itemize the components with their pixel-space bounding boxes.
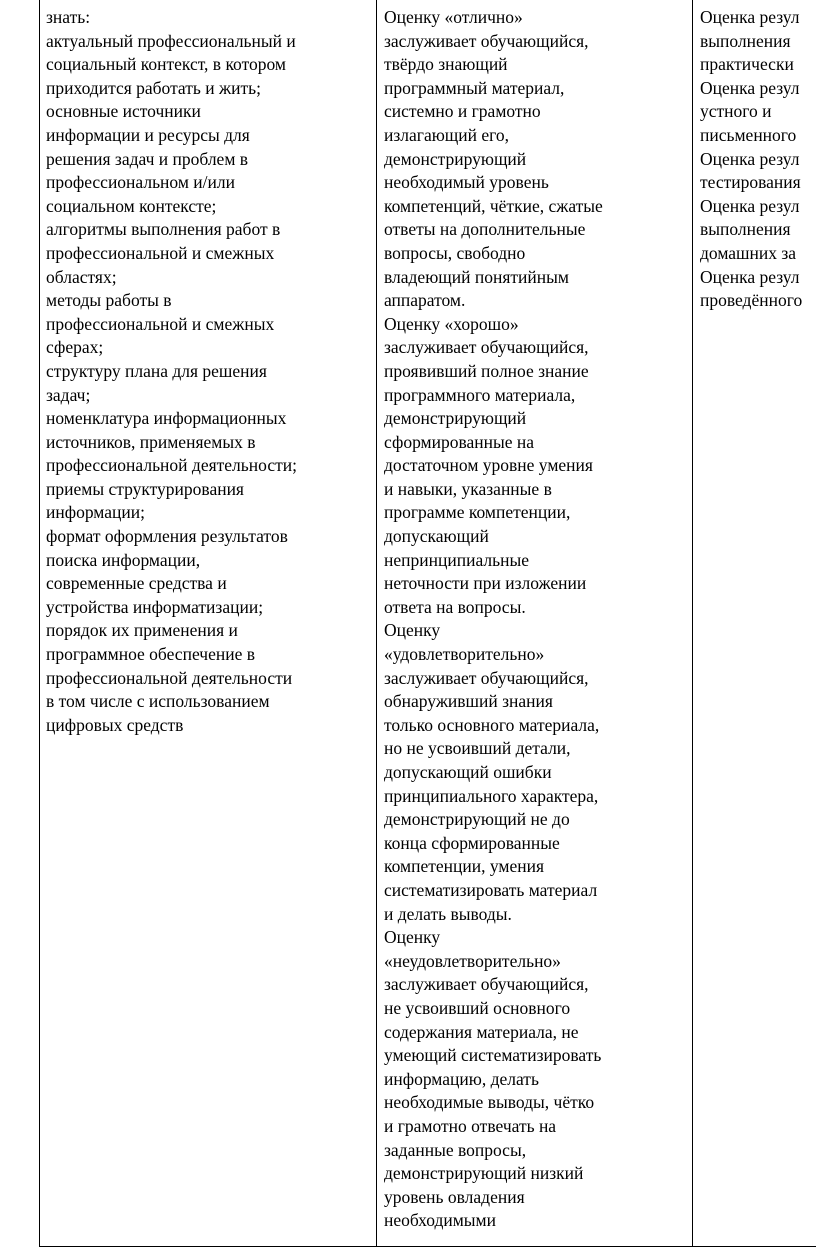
criteria-line: допускающий bbox=[384, 526, 489, 547]
criteria-line: но не усвоивший детали, bbox=[384, 738, 571, 759]
knowledge-line: методы работы в bbox=[46, 290, 172, 311]
table-border-bottom bbox=[39, 1246, 816, 1247]
criteria-line: и делать выводы. bbox=[384, 903, 512, 924]
knowledge-line: современные средства и bbox=[46, 573, 227, 594]
criteria-line: излагающий его, bbox=[384, 124, 510, 145]
criteria-line: необходимый уровень bbox=[384, 172, 549, 193]
criteria-line: систематизировать материал bbox=[384, 879, 598, 900]
criteria-line: допускающий ошибки bbox=[384, 762, 552, 782]
knowledge-line: формат оформления результатов bbox=[46, 526, 288, 547]
criteria-line: информацию, делать bbox=[384, 1068, 539, 1089]
knowledge-line: сферах; bbox=[46, 337, 104, 358]
criteria-line: сформированные на bbox=[384, 431, 535, 452]
knowledge-line: приемы структурирования bbox=[46, 478, 244, 499]
criteria-line: заслуживает обучающийся, bbox=[384, 30, 589, 51]
method-line: проведённого bbox=[700, 290, 803, 311]
method-line: Оценка резул bbox=[700, 7, 800, 27]
knowledge-line: программное обеспечение в bbox=[46, 644, 255, 665]
criteria-line: демонстрирующий bbox=[384, 408, 527, 429]
method-line: домашних за bbox=[700, 242, 797, 263]
method-line: устного и bbox=[700, 101, 772, 122]
method-line: Оценка резул bbox=[700, 266, 800, 287]
knowledge-line: профессиональной деятельности; bbox=[46, 455, 297, 476]
knowledge-line: профессиональной деятельности bbox=[46, 667, 293, 688]
criteria-line: вопросы, свободно bbox=[384, 242, 526, 263]
criteria-line: программного материала, bbox=[384, 384, 576, 405]
knowledge-line: цифровых средств bbox=[46, 714, 184, 735]
criteria-line: и грамотно отвечать на bbox=[384, 1115, 557, 1136]
knowledge-line: источников, применяемых в bbox=[46, 431, 256, 452]
criteria-line: компетенций, чёткие, сжатые bbox=[384, 195, 603, 216]
method-line: письменного bbox=[700, 124, 797, 145]
assessment-methods-cell bbox=[700, 6, 802, 313]
criteria-line: проявивший полное знание bbox=[384, 360, 589, 381]
criteria-line: достаточном уровне умения bbox=[384, 455, 593, 476]
knowledge-line: профессиональной и смежных bbox=[46, 242, 275, 263]
criteria-line: заданные вопросы, bbox=[384, 1139, 527, 1160]
criteria-line: неточности при изложении bbox=[384, 573, 587, 594]
criteria-line: системно и грамотно bbox=[384, 101, 541, 122]
grading-criteria-cell bbox=[384, 6, 603, 1233]
knowledge-line: знать: bbox=[46, 7, 91, 27]
knowledge-line: приходится работать и жить; bbox=[46, 77, 261, 98]
knowledge-line: устройства информатизации; bbox=[46, 596, 264, 617]
criteria-line: «неудовлетворительно» bbox=[384, 950, 561, 971]
criteria-line: содержания материала, не bbox=[384, 1021, 579, 1042]
method-line: Оценка резул bbox=[700, 77, 800, 98]
criteria-line: не усвоивший основного bbox=[384, 997, 571, 1018]
criteria-line: необходимыми bbox=[384, 1210, 496, 1231]
criteria-line: принципиального характера, bbox=[384, 785, 599, 806]
knowledge-line: областях; bbox=[46, 266, 117, 287]
knowledge-line: структуру плана для решения bbox=[46, 360, 267, 381]
knowledge-line: поиска информации, bbox=[46, 549, 201, 570]
table-border-left bbox=[39, 0, 40, 1247]
criteria-line: демонстрирующий bbox=[384, 148, 527, 169]
criteria-line: демонстрирующий низкий bbox=[384, 1163, 584, 1184]
criteria-line: демонстрирующий не до bbox=[384, 809, 570, 830]
criteria-line: заслуживает обучающийся, bbox=[384, 974, 589, 995]
knowledge-line: алгоритмы выполнения работ в bbox=[46, 219, 281, 240]
knowledge-line: порядок их применения и bbox=[46, 620, 238, 641]
knowledge-line: информации и ресурсы для bbox=[46, 124, 250, 145]
knowledge-line: профессиональной и смежных bbox=[46, 313, 275, 334]
criteria-line: программный материал, bbox=[384, 77, 565, 98]
knowledge-line: задач; bbox=[46, 384, 91, 405]
criteria-line: компетенции, умения bbox=[384, 856, 545, 877]
method-line: Оценка резул bbox=[700, 148, 800, 169]
knowledge-line: социальный контекст, в котором bbox=[46, 54, 286, 75]
knowledge-line: информации; bbox=[46, 502, 145, 523]
criteria-line: заслуживает обучающийся, bbox=[384, 667, 589, 688]
criteria-line: непринципиальные bbox=[384, 549, 529, 570]
criteria-line: владеющий понятийным bbox=[384, 266, 569, 287]
column-divider-2 bbox=[692, 0, 693, 1247]
method-line: выполнения bbox=[700, 30, 791, 51]
knowledge-line: номенклатура информационных bbox=[46, 408, 287, 429]
method-line: Оценка резул bbox=[700, 195, 800, 216]
method-line: практически bbox=[700, 54, 794, 75]
criteria-line: уровень овладения bbox=[384, 1186, 525, 1207]
knowledge-line: профессиональном и/или bbox=[46, 172, 235, 193]
criteria-line: ответы на дополнительные bbox=[384, 219, 586, 240]
knowledge-cell bbox=[46, 6, 297, 737]
criteria-line: программе компетенции, bbox=[384, 502, 571, 523]
criteria-line: «удовлетворительно» bbox=[384, 644, 545, 665]
criteria-line: конца сформированные bbox=[384, 832, 560, 853]
knowledge-line: актуальный профессиональный и bbox=[46, 30, 296, 51]
criteria-line: Оценку «хорошо» bbox=[384, 313, 519, 334]
criteria-line: аппаратом. bbox=[384, 290, 466, 311]
knowledge-line: в том числе с использованием bbox=[46, 691, 270, 712]
criteria-line: обнаруживший знания bbox=[384, 691, 553, 712]
method-line: тестирования bbox=[700, 172, 801, 193]
knowledge-line: основные источники bbox=[46, 101, 201, 122]
method-line: выполнения bbox=[700, 219, 791, 240]
criteria-line: только основного материала, bbox=[384, 714, 600, 735]
criteria-line: заслуживает обучающийся, bbox=[384, 337, 589, 358]
criteria-line: Оценку «отлично» bbox=[384, 7, 523, 27]
knowledge-line: решения задач и проблем в bbox=[46, 148, 249, 169]
criteria-line: и навыки, указанные в bbox=[384, 478, 552, 499]
criteria-line: твёрдо знающий bbox=[384, 54, 508, 75]
criteria-line: необходимые выводы, чётко bbox=[384, 1092, 595, 1113]
column-divider-1 bbox=[376, 0, 377, 1247]
criteria-line: умеющий систематизировать bbox=[384, 1045, 602, 1066]
criteria-line: Оценку bbox=[384, 620, 441, 641]
criteria-line: ответа на вопросы. bbox=[384, 596, 526, 617]
knowledge-line: социальном контексте; bbox=[46, 195, 217, 216]
criteria-line: Оценку bbox=[384, 927, 441, 948]
